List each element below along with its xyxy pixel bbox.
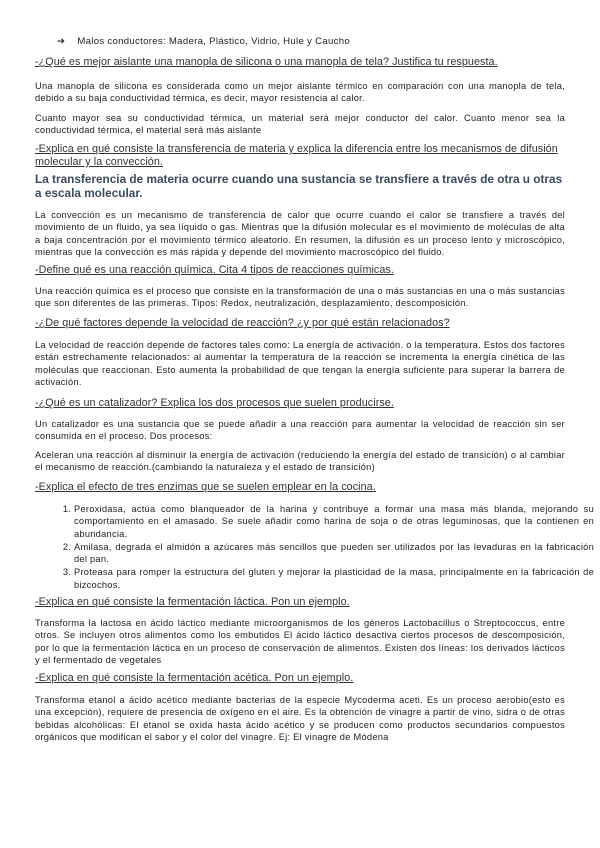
question-7: -Explica en qué consiste la fermentación láctica. Pon un ejemplo.: [35, 596, 350, 608]
list-item: 2. Amilasa, degrada el almidón a azúcares más sencillos que pueden ser utilizados por las levaduras en la fabricación del pan.: [74, 541, 594, 566]
question-8: -Explica en qué consiste la fermentación acética. Pon un ejemplo.: [35, 672, 354, 684]
answer-5-paragraph-1: Un catalizador es una sustancia que se puede añadir a una reacción para aumentar la velocidad de reacción sin ser consumida en el proceso. Dos procesos:: [35, 419, 565, 442]
answer-3-paragraph: Una reacción química es el proceso que consiste en la transformación de una o más sustancias en una o más sustancias que son diferentes de las primeras. Tipos: Redox, neutralización, desplazamiento, descomposición.: [35, 286, 565, 309]
question-2: -Explica en qué consiste la transferencia de materia y explica la diferencia entre los mecanismos de difusión molecular y la convección.: [35, 143, 558, 168]
answer-1-paragraph-2: Cuanto mayor sea su conductividad térmica, un material será mejor conductor del calor. Cuanto menor sea la conductividad térmica, el material será más aislante: [35, 113, 565, 136]
question-4: -¿De qué factores depende la velocidad de reacción? ¿y por qué están relacionados?: [35, 317, 450, 329]
list-item: 1. Peroxidasa, actúa como blanqueador de la harina y contribuye a formar una masa más blanda, mejorando su comportamiento en el amasado. Se suele añadir como harina de soja o de otras leguminosas, que la contienen en abundancia.: [74, 503, 594, 540]
answer-5-paragraph-2: Aceleran una reacción al disminuir la energía de activación (reduciendo la energía del estado de transición) o al cambiar el mecanismo de reacción.(cambiando la naturaleza y el estado de transición): [35, 450, 565, 473]
answer-7-paragraph: Transforma la lactosa en ácido láctico mediante microorganismos de los géneros Lactobacillus o Streptococcus, entre otros. Se incluyen otros alimentos como los embutidos El ácido láctico desactiva ciertos procesos de descomposición, por lo que la fermentación láctica en un proceso de conservación de alimentos. Existen dos líneas: los derivados lácticos y el fermentado de vegetales: [35, 618, 565, 665]
enzyme-list: [48, 503, 594, 592]
bullet-bad-conductors: [57, 36, 350, 47]
question-1: -¿Qué es mejor aislante una manopla de silicona o una manopla de tela? Justifica tu respuesta.: [35, 56, 498, 68]
list-item: 3. Proteasa para romper la estructura del gluten y mejorar la plasticidad de la masa, principalmente en la fabricación de bizcochos.: [74, 566, 594, 591]
answer-4-paragraph: La velocidad de reacción depende de factores tales como: La energía de activación. o la temperatura. Estos dos factores están estrechamente relacionados: al aumentar la temperatura de la reacción se incrementa la energía cinética de las moléculas que reaccionan. Esto aumenta la probabilidad de que tengan la energía suficiente para superar la barrera de activación.: [35, 340, 565, 387]
answer-1-paragraph-1: Una manopla de silicona es considerada como un mejor aislante térmico en comparación con una manopla de tela, debido a su baja conductividad térmica, es decir, mayor resistencia al calor.: [35, 81, 565, 104]
question-6: -Explica el efecto de tres enzimas que se suelen emplear en la cocina.: [35, 481, 376, 493]
answer-2-paragraph: La convección es un mecanismo de transferencia de calor que ocurre cuando el calor se transfiere a través del movimiento de un fluido, ya sea líquido o gas. Mientras que la difusión molecular es el movimiento de moléculas de alta a baja concentración por el movimiento térmico aleatorio. En resumen, la difusión es un proceso lento y microscópico, mientras que la convección es más rápida y depende del movimiento macroscópico del fluido.: [35, 210, 565, 257]
arrow-bullet-icon: ➔: [57, 36, 66, 47]
answer-2-heading: La transferencia de materia ocurre cuando una sustancia se transfiere a través de otra u otras a escala molecular.: [35, 172, 563, 200]
answer-8-paragraph: Transforma etanol a ácido acético mediante bacterias de la especie Mycoderma aceti. Es un proceso aerobio(esto es una excepción), requiere de presencia de oxígeno en el aire. Es la obtención de vinagre a partir de vino, sidra o de otras bebidas alcohólicas: El etanol se oxida hasta ácido acético y se producen como productos secundarios compuestos orgánicos que modifican el sabor y el color del vinagre. Ej: El vinagre de Módena: [35, 695, 565, 742]
question-5: -¿Qué es un catalizador? Explica los dos procesos que suelen producirse.: [35, 397, 394, 409]
bullet-text: Malos conductores: Madera, Plástico, Vidrio, Hule y Caucho: [77, 36, 350, 47]
question-3: -Define qué es una reacción química. Cita 4 tipos de reacciones químicas.: [35, 264, 394, 276]
